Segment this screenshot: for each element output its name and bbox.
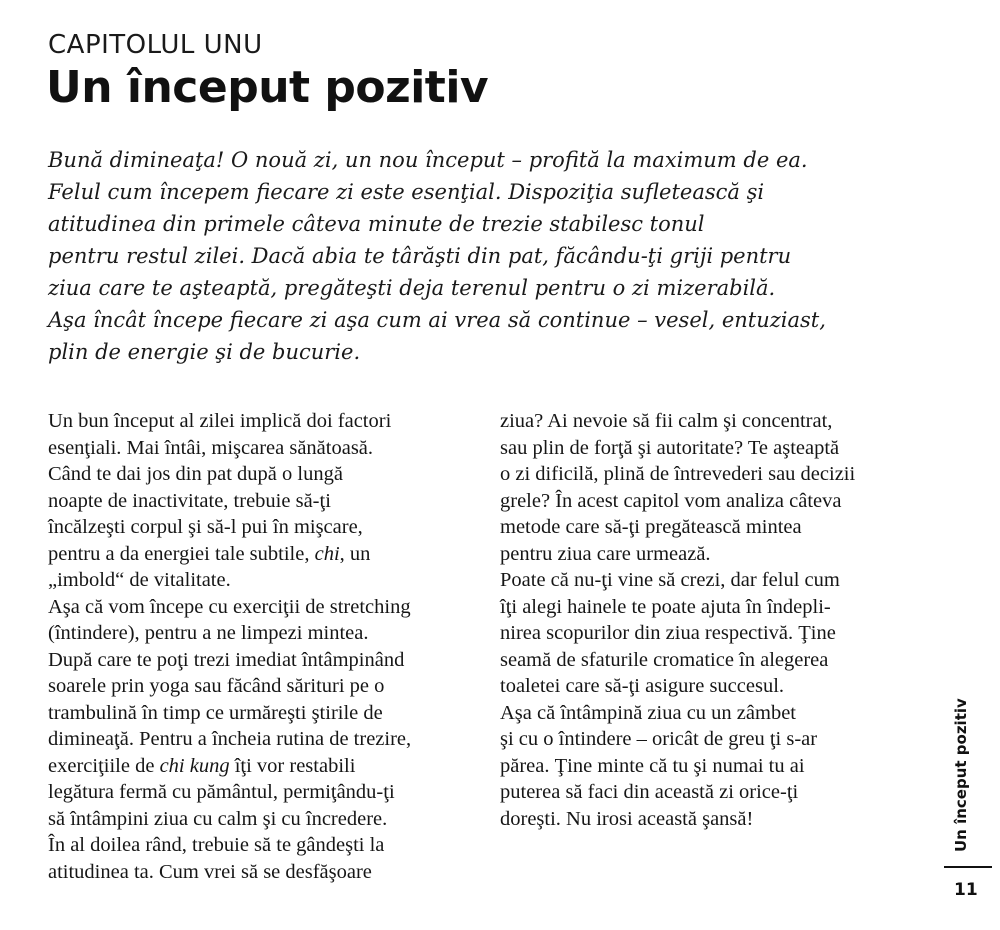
body-column-left — [48, 408, 488, 885]
text-line: o zi dificilă, plină de întrevederi sau decizii — [500, 463, 856, 485]
text-segment: îţi vor restabili — [229, 754, 356, 777]
text-line: toaletei care să-ţi asigure succesul. — [500, 675, 785, 697]
running-head: Un început pozitiv — [952, 698, 970, 852]
text-line: sau plin de forţă şi autoritate? Te aşteaptă — [500, 436, 840, 459]
text-line: Un bun început al zilei implică doi factori — [48, 410, 392, 432]
text-line: Aşa că întâmpină ziua cu un zâmbet — [500, 701, 796, 724]
text-line: puterea să faci din această zi orice-ţi — [500, 781, 799, 803]
intro-line: plin de energie şi de bucurie. — [48, 340, 361, 364]
text-line — [48, 541, 488, 568]
text-segment: exerciţiile de — [48, 754, 160, 777]
text-line: În al doilea rând, trebuie să te gândeşti la — [48, 834, 385, 856]
text-line: soarele prin yoga sau făcând sărituri pe o — [48, 675, 385, 697]
text-line: ziua? Ai nevoie să fii calm şi concentrat, — [500, 410, 833, 432]
intro-line: pentru restul zilei. Dacă abia te târăşti din pat, făcându-ţi griji pentru — [48, 244, 792, 268]
text-line: nirea scopurilor din ziua respectivă. Ţine — [500, 622, 836, 644]
body-column-right — [500, 408, 940, 832]
text-line: îţi alegi hainele te poate ajuta în îndepli- — [500, 595, 831, 618]
text-line: şi cu o întindere – oricât de greu ţi s-ar — [500, 728, 818, 750]
text-line: seamă de sfaturile cromatice în alegerea — [500, 648, 829, 671]
intro-line: Bună dimineaţa! O nouă zi, un nou început – profită la maximum de ea. — [48, 148, 808, 172]
text-line: pentru ziua care urmează. — [500, 542, 711, 565]
footer-rule — [944, 866, 992, 868]
text-segment: pentru a da energiei tale subtile, — [48, 542, 315, 565]
emphasis-term: chi kung — [159, 754, 230, 777]
text-line: Aşa că vom începe cu exerciţii de stretching — [48, 595, 411, 618]
text-line: noapte de inactivitate, trebuie să-ţi — [48, 489, 331, 512]
text-line: metode care să-ţi pregătească mintea — [500, 516, 802, 538]
text-segment: , un — [339, 542, 371, 565]
page-number: 11 — [954, 880, 978, 900]
text-line: grele? În acest capitol vom analiza câteva — [500, 489, 842, 512]
chapter-title: Un început pozitiv — [46, 62, 489, 113]
intro-line: ziua care te aşteaptă, pregăteşti deja terenul pentru o zi mizerabilă. — [48, 276, 776, 300]
chapter-label: CAPITOLUL UNU — [48, 30, 263, 60]
text-line: Poate că nu-ţi vine să crezi, dar felul cum — [500, 569, 840, 591]
text-line: dimineaţă. Pentru a încheia rutina de trezire, — [48, 728, 412, 750]
text-line: părea. Ţine minte că tu şi numai tu ai — [500, 754, 805, 777]
text-line: „imbold“ de vitalitate. — [48, 569, 231, 591]
text-line: Când te dai jos din pat după o lungă — [48, 463, 343, 485]
text-line: După care te poţi trezi imediat întâmpinând — [48, 648, 405, 671]
intro-line: Aşa încât începe fiecare zi aşa cum ai vrea să continue – vesel, entuziast, — [48, 308, 826, 332]
text-line: legătura fermă cu pământul, permiţându-ţi — [48, 781, 395, 803]
text-line: esenţiali. Mai întâi, mişcarea sănătoasă. — [48, 436, 374, 459]
text-line: trambulină în timp ce urmăreşti ştirile de — [48, 701, 383, 724]
emphasis-term: chi — [314, 542, 340, 565]
intro-paragraph — [48, 144, 988, 368]
intro-line: Felul cum începem fiecare zi este esenţial. Dispoziţia sufletească şi — [48, 180, 765, 204]
intro-line: atitudinea din primele câteva minute de trezie stabilesc tonul — [48, 212, 705, 236]
text-line: doreşti. Nu irosi această şansă! — [500, 807, 754, 830]
text-line: atitudinea ta. Cum vrei să se desfăşoare — [48, 860, 372, 883]
text-line — [48, 753, 488, 780]
text-line: încălzeşti corpul şi să-l pui în mişcare, — [48, 516, 363, 538]
text-line: (întindere), pentru a ne limpezi mintea. — [48, 622, 369, 644]
text-line: să întâmpini ziua cu calm şi cu încredere. — [48, 807, 388, 830]
